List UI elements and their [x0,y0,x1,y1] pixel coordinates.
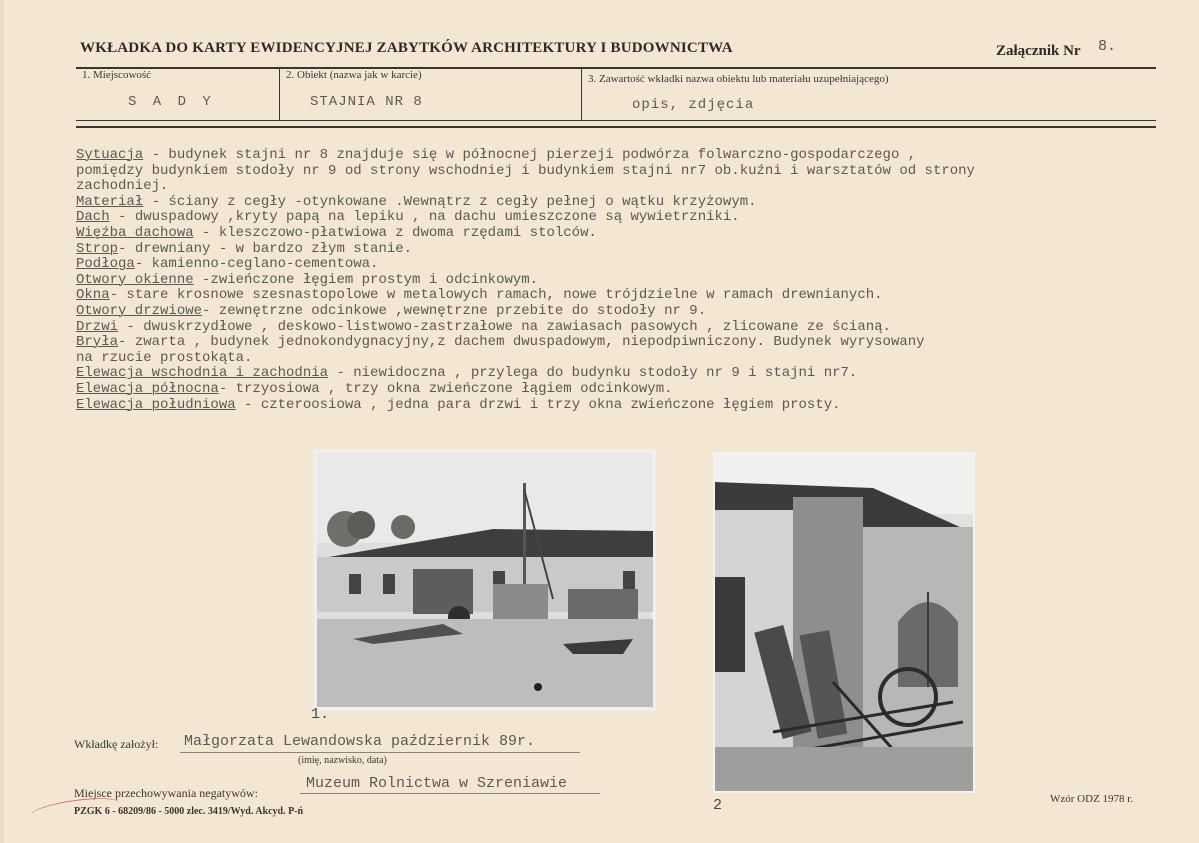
description-line: Materiał - ściany z cegły -otynkowane .Wewnątrz z cegły pełnej o wątku krzyżowym. [76,193,757,210]
description-line: Okna- stare krosnowe szesnastopolowe w metalowych ramach, nowe trójdzielne w ramach drewnianych. [76,287,883,304]
description-line: Elewacja wschodnia i zachodnia - niewidoczna , przylega do budynku stodoły nr 9 i stajni nr7. [76,365,858,382]
storage-underline [300,793,600,794]
object-value: STAJNIA NR 8 [310,94,423,110]
photo-stable-exterior-image [313,449,656,711]
contents-label: 3. Zawartość wkładki nazwa obiektu lub materiału uzupełniającego) [588,73,889,85]
annex-number: 8. [1098,38,1117,55]
storage-value: Muzeum Rolnictwa w Szreniawie [306,775,568,792]
description-line: Dach - dwuspadowy ,kryty papą na lepiku , na dachu umieszczone są wywietrzniki. [76,209,740,226]
founded-hint: (imię, nazwisko, data) [298,755,387,766]
description-line: zachodniej. [76,178,169,195]
paper-edge [0,0,4,843]
print-info: PZGK 6 - 68209/86 - 5000 zlec. 3419/Wyd. Akcyd. P-ń [74,806,304,817]
description-line: Bryła- zwarta , budynek jednokondygnacyjny,z dachem dwuspadowym, niepodpiwniczony. Budynek wyrysowany [76,334,925,351]
description-line: Otwory okienne -zwieńczone łęgiem prostym i odcinkowym. [76,271,539,288]
founded-label: Wkładkę założył: [74,737,159,751]
card-title: WKŁADKA DO KARTY EWIDENCYJNEJ ZABYTKÓW ARCHITEKTURY I BUDOWNICTWA [80,40,733,56]
founded-underline [180,752,580,753]
field-divider-1 [279,67,280,121]
locality-label: 1. Miejscowość [82,69,152,81]
description-line: Otwory drzwiowe- zewnętrzne odcinkowe ,wewnętrzne przebite do stodoły nr 9. [76,302,707,319]
photo2-caption: 2 [713,797,723,814]
storage-label: Miejsce przechowywania negatywów: [74,786,258,800]
description-line: Elewacja północna- trzyosiowa , trzy okna zwieńczone łągiem odcinkowym. [76,380,673,397]
photo-stable-exterior [313,449,656,711]
description-text [76,148,1171,413]
locality-value: S A D Y [128,94,215,110]
description-line: pomiędzy budynkiem stodoły nr 9 od strony wschodniej i budynkiem stajni nr7 ob.kuźni i warsztatów od strony [76,162,975,179]
description-line: Sytuacja - budynek stajni nr 8 znajduje się w północnej pierzeji podwórza folwarczno-gospodarczego , [76,147,917,163]
photo-stable-wall [713,452,975,793]
description-line: na rzucie prostokąta. [76,349,253,366]
header-bottom-rule [76,120,1156,121]
description-line: Elewacja południowa - czteroosiowa , jedna para drzwi i trzy okna zwieńczone łęgiem prosty. [76,396,841,413]
header-top-rule [76,67,1156,69]
field-divider-2 [581,67,582,121]
description-line: Drzwi - dwuskrzydłowe , deskowo-listwowo-zastrzałowe na zawiasach pasowych , zlicowane ze ścianą. [76,318,891,335]
form-code: Wzór ODZ 1978 r. [1050,793,1134,805]
annex-label: Załącznik Nr [996,43,1081,59]
contents-value: opis, zdjęcia [632,97,755,113]
description-line: Podłoga- kamienno-ceglano-cementowa. [76,256,379,273]
description-line: Strop- drewniany - w bardzo złym stanie. [76,240,413,257]
photo-stable-wall-image [713,452,975,793]
header-bottom-rule-2 [76,126,1156,128]
founded-value: Małgorzata Lewandowska październik 89r. [184,733,536,750]
photo1-caption: 1. [311,706,330,723]
object-label: 2. Obiekt (nazwa jak w karcie) [286,69,422,81]
description-line: Więźba dachowa - kleszczowo-płatwiowa z dwoma rzędami stolców. [76,224,597,241]
